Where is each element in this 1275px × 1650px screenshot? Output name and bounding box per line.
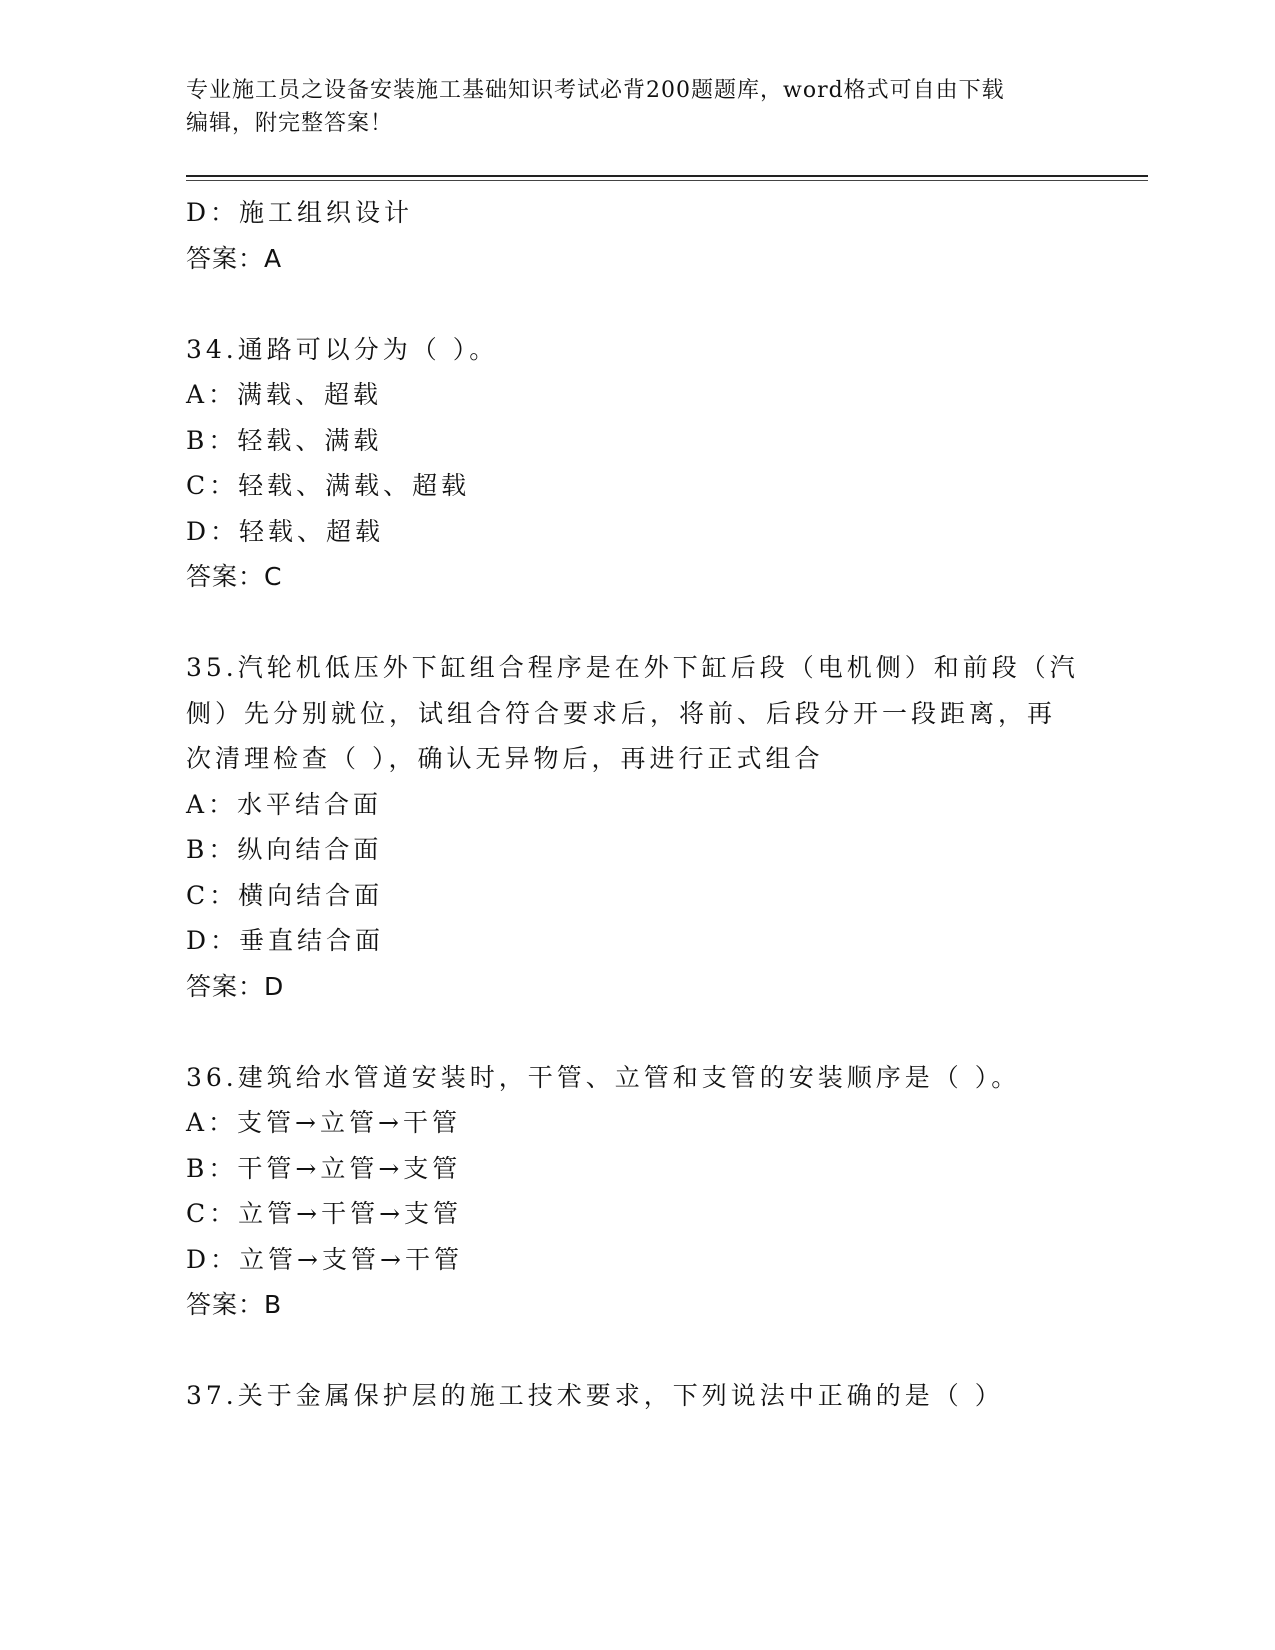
option-d: D：立管→支管→干管 — [186, 1244, 463, 1274]
option-c: C：横向结合面 — [186, 880, 384, 910]
option-b: B：干管→立管→支管 — [186, 1153, 462, 1183]
option-c: C：立管→干管→支管 — [186, 1199, 463, 1228]
answer: 答案：D — [186, 971, 285, 1001]
option-a: A：水平结合面 — [186, 789, 383, 819]
spacer — [186, 1009, 1086, 1055]
answer: 答案：B — [186, 1290, 283, 1319]
header-divider — [186, 175, 1148, 177]
option-d: D：垂直结合面 — [186, 926, 385, 955]
question-35 — [186, 645, 1086, 1009]
question-34 — [186, 327, 1086, 600]
question-text: 34.通路可以分为（ ）。 — [186, 334, 499, 364]
option-a: A：满载、超载 — [186, 380, 383, 409]
option-b: B：纵向结合面 — [186, 835, 383, 864]
option-d: D：轻载、超载 — [186, 516, 385, 546]
spacer — [186, 600, 1086, 646]
question-text: 37.关于金属保护层的施工技术要求，下列说法中正确的是（ ） — [186, 1381, 1004, 1410]
header-line-1: 专业施工员之设备安装施工基础知识考试必背200题题库，word格式可自由下载 — [186, 78, 1005, 103]
option-c: C：轻载、满载、超载 — [186, 471, 471, 500]
option-d: D：施工组织设计 — [186, 198, 414, 227]
question-36 — [186, 1055, 1086, 1328]
spacer — [186, 281, 1086, 327]
question-list — [186, 190, 1086, 1419]
question-text-line-1: 35.汽轮机低压外下缸组合程序是在外下缸后段（电机侧）和前段（汽 — [186, 653, 1079, 682]
question-text: 36.建筑给水管道安装时，干管、立管和支管的安装顺序是（ ）。 — [186, 1062, 1021, 1092]
question-text-line-2: 侧）先分别就位，试组合符合要求后，将前、后段分开一段距离，再 — [186, 698, 1057, 728]
spacer — [186, 1328, 1086, 1374]
question-text-line-3: 次清理检查（ ），确认无异物后，再进行正式组合 — [186, 744, 824, 773]
answer: 答案：A — [186, 243, 283, 273]
question-37 — [186, 1373, 1086, 1419]
document-header — [186, 74, 1086, 140]
question-33-tail — [186, 190, 1086, 281]
header-line-2: 编辑，附完整答案！ — [186, 111, 394, 136]
answer: 答案：C — [186, 562, 283, 591]
option-a: A：支管→立管→干管 — [186, 1108, 461, 1137]
header-divider-thin — [186, 180, 1148, 181]
option-b: B：轻载、满载 — [186, 425, 383, 455]
